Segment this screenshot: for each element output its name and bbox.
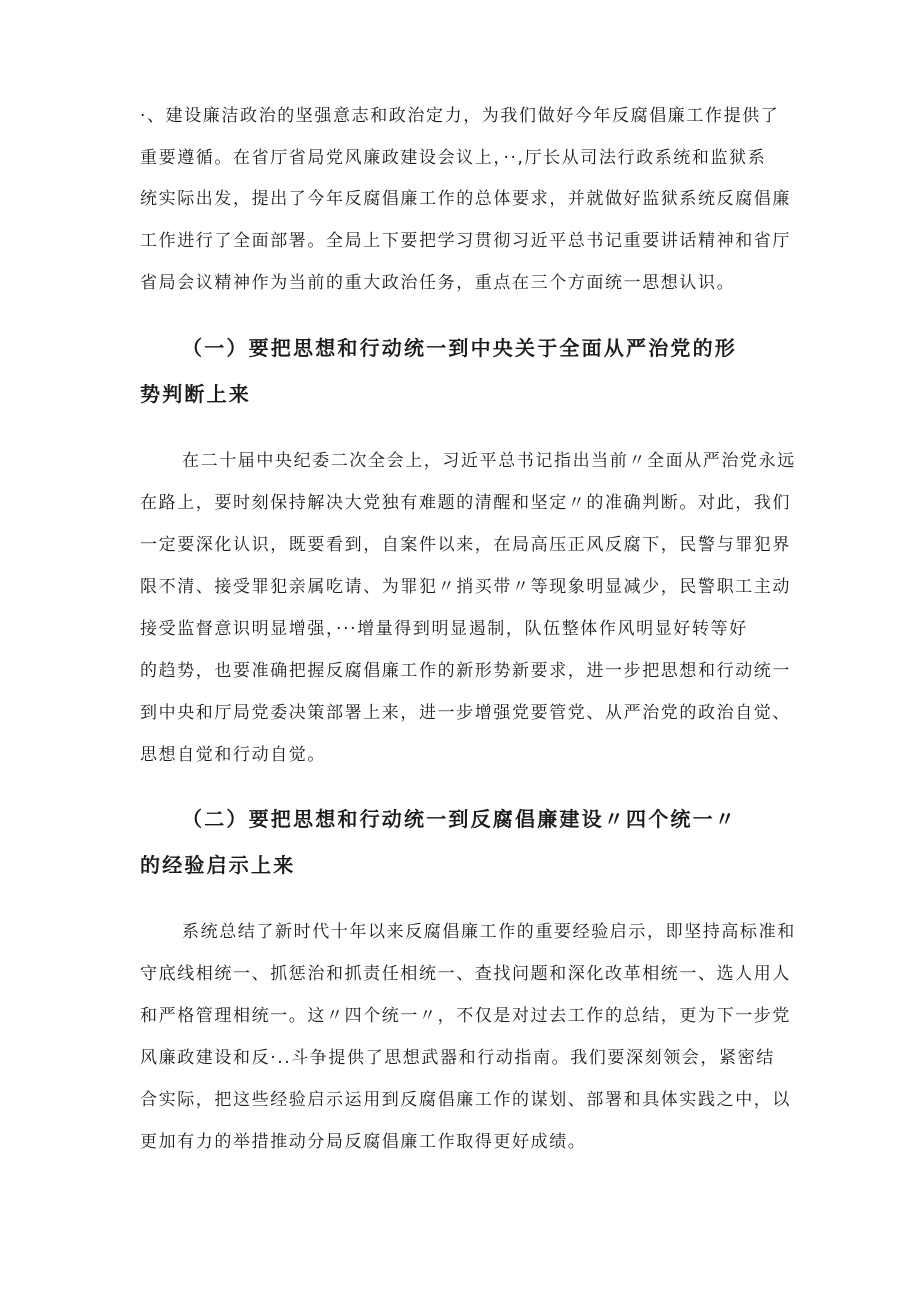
section1-line-7: 到中央和厅局党委决策部署上来，进一步增强党要管党、从严治党的政治自觉、 xyxy=(140,703,791,723)
section1-line-4: 限不清、接受罪犯亲属吃请、为罪犯〃捎买带〃等现象明显减少，民警职工主动 xyxy=(140,577,791,597)
section2-line-5: 合实际，把这些经验启示运用到反腐倡廉工作的谋划、部署和具体实践之中，以 xyxy=(140,1090,791,1110)
section2-heading-line-1: （二）要把思想和行动统一到反腐倡廉建设〃四个统一〃 xyxy=(182,807,737,831)
section1-line-3: 一定要深化认识，既要看到，自案件以来，在局高压正风反腐下，民警与罪犯界 xyxy=(140,535,791,555)
section1-line-5: 接受监督意识明显增强，···增量得到明显遏制，队伍整体作风明显好转等好 xyxy=(140,619,748,639)
section1-line-2: 在路上，要时刻保持解决大党独有难题的清醒和坚定〃的准确判断。对此，我们 xyxy=(140,493,791,513)
section2-line-6: 更加有力的举措推动分局反腐倡廉工作取得更好成绩。 xyxy=(140,1132,587,1152)
section1-heading-line-1: （一）要把思想和行动统一到中央关于全面从严治党的形 xyxy=(182,336,737,360)
section1-line-6: 的趋势，也要准确把握反腐倡廉工作的新形势新要求，进一步把思想和行动统一 xyxy=(140,661,791,681)
intro-line-4: 工作进行了全面部署。全局上下要把学习贯彻习近平总书记重要讲话精神和省厅 xyxy=(140,231,791,251)
section2-line-1: 系统总结了新时代十年以来反腐倡廉工作的重要经验启示，即坚持高标准和 xyxy=(182,922,796,942)
intro-line-5: 省局会议精神作为当前的重大政治任务，重点在三个方面统一思想认识。 xyxy=(140,273,736,293)
intro-line-1: ·、建设廉洁政治的坚强意志和政治定力，为我们做好今年反腐倡廉工作提供了 xyxy=(140,106,780,126)
section1-heading-line-2: 势判断上来 xyxy=(140,382,251,406)
section2-line-4: 风廉政建设和反·..斗争提供了思想武器和行动指南。我们要深刻领会，紧密结 xyxy=(140,1048,775,1068)
section1-line-1: 在二十届中央纪委二次全会上，习近平总书记指出当前〃全面从严治党永远 xyxy=(182,451,796,471)
section2-line-2: 守底线相统一、抓惩治和抓责任相统一、查找问题和深化改革相统一、选人用人 xyxy=(140,964,791,984)
section1-line-8: 思想自觉和行动自觉。 xyxy=(140,745,326,765)
section2-heading-line-2: 的经验启示上来 xyxy=(140,853,296,877)
intro-line-2: 重要遵循。在省厅省局党风廉政建设会议上，··,厅长从司法行政系统和监狱系 xyxy=(140,148,767,168)
section2-line-3: 和严格管理相统一。这〃四个统一〃，不仅是对过去工作的总结，更为下一步党 xyxy=(140,1006,791,1026)
intro-line-3: 统实际出发，提出了今年反腐倡廉工作的总体要求，并就做好监狱系统反腐倡廉 xyxy=(140,189,791,209)
